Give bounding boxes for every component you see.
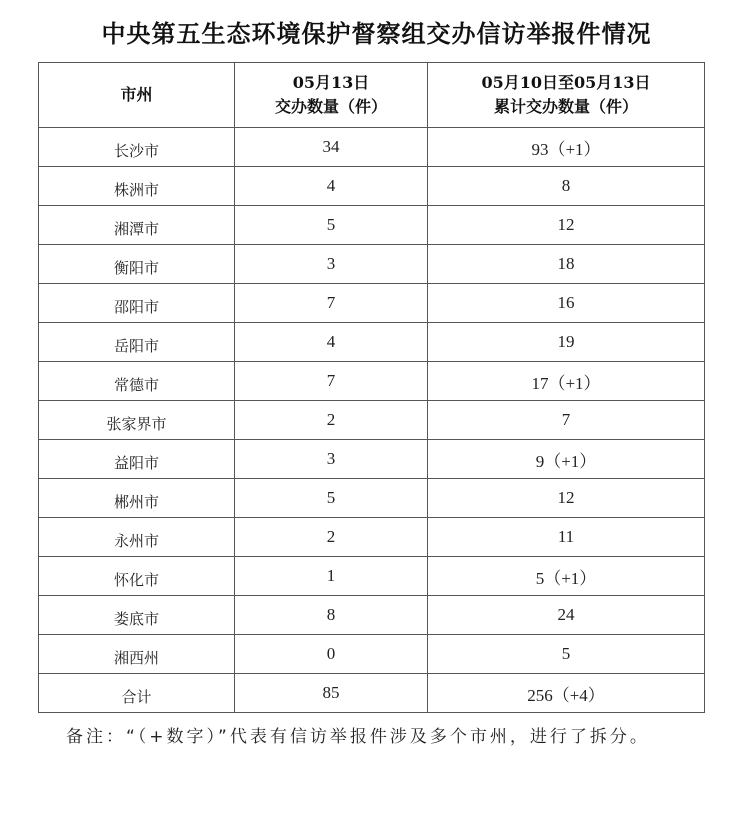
- daily-count-cell: 2: [235, 518, 428, 557]
- table-row: [39, 596, 705, 635]
- city-cell: 湘西州: [39, 635, 235, 674]
- cumulative-count-cell: 18: [428, 245, 705, 284]
- footnote: 备注：“（+数字）”代表有信访举报件涉及多个市州，进行了拆分。: [66, 727, 650, 747]
- cumulative-count-cell: 256（+4）: [428, 674, 705, 713]
- city-cell: 湘潭市: [39, 206, 235, 245]
- header-cumulative-label: 累计交办数量（件）: [493, 97, 638, 116]
- table-row: [39, 206, 705, 245]
- cumulative-count-cell: 93（+1）: [428, 128, 705, 167]
- daily-count-cell: 4: [235, 323, 428, 362]
- daily-count-cell: 0: [235, 635, 428, 674]
- daily-count-cell: 34: [235, 128, 428, 167]
- page-title: 中央第五生态环境保护督察组交办信访举报件情况: [101, 20, 652, 48]
- report-table: [38, 62, 705, 713]
- cumulative-count-cell: 19: [428, 323, 705, 362]
- cumulative-count-cell: 12: [428, 479, 705, 518]
- city-cell: 株洲市: [39, 167, 235, 206]
- total-row: [39, 674, 705, 713]
- cumulative-count-cell: 5: [428, 635, 705, 674]
- header-daily: [235, 63, 428, 128]
- header-daily-date: 05月13日: [292, 73, 370, 92]
- header-daily-label: 交办数量（件）: [274, 97, 387, 116]
- table-row: [39, 128, 705, 167]
- city-cell: 张家界市: [39, 401, 235, 440]
- table-row: [39, 323, 705, 362]
- daily-count-cell: 4: [235, 167, 428, 206]
- cumulative-count-cell: 11: [428, 518, 705, 557]
- cumulative-count-cell: 12: [428, 206, 705, 245]
- cumulative-count-cell: 5（+1）: [428, 557, 705, 596]
- daily-count-cell: 85: [235, 674, 428, 713]
- table-body: [39, 128, 705, 713]
- daily-count-cell: 1: [235, 557, 428, 596]
- table-row: [39, 479, 705, 518]
- city-cell: 常德市: [39, 362, 235, 401]
- city-cell: 永州市: [39, 518, 235, 557]
- table-row: [39, 557, 705, 596]
- daily-count-cell: 7: [235, 284, 428, 323]
- cumulative-count-cell: 16: [428, 284, 705, 323]
- daily-count-cell: 3: [235, 245, 428, 284]
- table-row: [39, 401, 705, 440]
- city-cell: 邵阳市: [39, 284, 235, 323]
- table-row: [39, 362, 705, 401]
- cumulative-count-cell: 9（+1）: [428, 440, 705, 479]
- header-cumulative-date: 05月10日至05月13日: [481, 73, 651, 92]
- header-cumulative: [428, 63, 705, 128]
- daily-count-cell: 7: [235, 362, 428, 401]
- city-cell: 岳阳市: [39, 323, 235, 362]
- table-row: [39, 284, 705, 323]
- table-row: [39, 635, 705, 674]
- city-cell: 娄底市: [39, 596, 235, 635]
- daily-count-cell: 5: [235, 479, 428, 518]
- cumulative-count-cell: 7: [428, 401, 705, 440]
- daily-count-cell: 3: [235, 440, 428, 479]
- table-row: [39, 440, 705, 479]
- cumulative-count-cell: 8: [428, 167, 705, 206]
- city-cell: 郴州市: [39, 479, 235, 518]
- header-city: 市州: [39, 63, 235, 128]
- daily-count-cell: 5: [235, 206, 428, 245]
- city-cell: 怀化市: [39, 557, 235, 596]
- daily-count-cell: 8: [235, 596, 428, 635]
- city-cell: 长沙市: [39, 128, 235, 167]
- city-cell: 益阳市: [39, 440, 235, 479]
- table-header-row: [39, 63, 705, 128]
- table-row: [39, 518, 705, 557]
- cumulative-count-cell: 17（+1）: [428, 362, 705, 401]
- table-row: [39, 245, 705, 284]
- table-row: [39, 167, 705, 206]
- cumulative-count-cell: 24: [428, 596, 705, 635]
- city-cell: 衡阳市: [39, 245, 235, 284]
- city-cell: 合计: [39, 674, 235, 713]
- daily-count-cell: 2: [235, 401, 428, 440]
